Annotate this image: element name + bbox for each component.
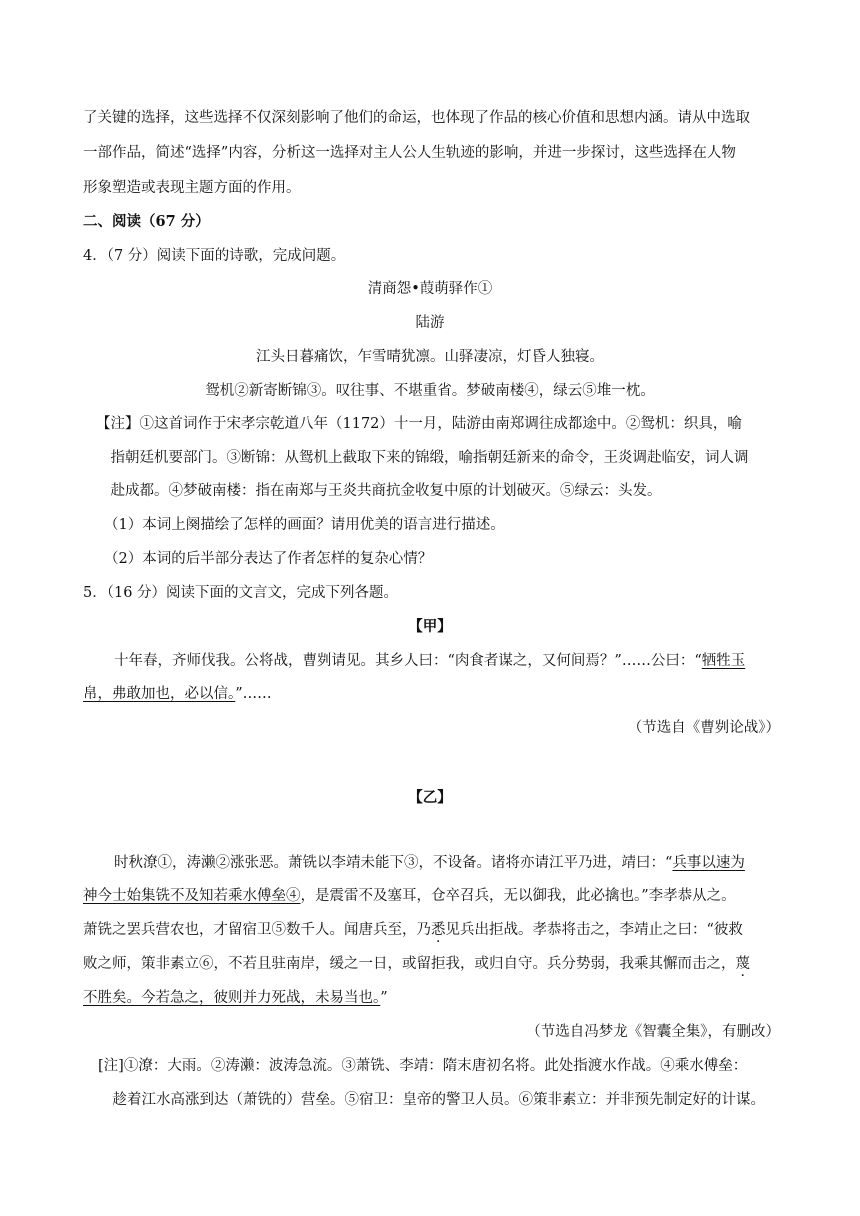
jia-line-1: 十年春，齐师伐我。公将战，曹刿请见。其乡人曰：“肉食者谋之，又何间焉？”……公曰：“牺牲玉: [114, 653, 746, 669]
poem-line-2: 鸳机②新寄断锦③。叹往事、不堪重省。梦破南楼④，绿云⑤堆一枕。: [205, 383, 655, 399]
poem-line-1: 江头日暮痛饮，乍雪晴犹凛。山驿凄凉，灯昏人独寝。: [256, 349, 604, 365]
jia-underlined-sentence-part-1: 牺牲玉: [701, 653, 746, 669]
intro-line-1: 了关键的选择，这些选择不仅深刻影响了他们的命运，也体现了作品的核心价值和思想内涵。请从中选取: [83, 110, 750, 126]
intro-line-2: 一部作品，简述“选择”内容，分析这一选择对主人公人生轨迹的影响，并进一步探讨，这些选择在人物: [83, 145, 736, 161]
jia-underlined-sentence-part-2: 帛，弗敢加也，必以信。: [83, 686, 236, 702]
passage-jia-label: 【甲】: [408, 618, 452, 635]
section-heading: 二、阅读（67 分）: [83, 213, 210, 230]
poem-author: 陆游: [415, 315, 445, 331]
yi-line-5: 不胜矣。今若急之，彼则并力死战，未易当也。”: [83, 990, 388, 1006]
yi-note-line-1: [注]①潦：大雨。②涛濑：波涛急流。③萧铣、李靖：隋末唐初名将。此处指渡水作战。④乘水傅垒：: [98, 1058, 748, 1074]
dotted-character-mie: 蔑: [735, 956, 750, 972]
yi-line-3: 萧铣之罢兵营农也，才留宿卫⑤数千人。闻唐兵至，乃悉见兵出拒战。孝恭将击之，李靖止之曰：“彼救: [83, 922, 743, 938]
yi-underlined-sentence-2: 不胜矣。今若急之，彼则并力死战，未易当也。: [83, 990, 381, 1006]
yi-source: （节选自冯梦龙《智囊全集》，有删改）: [526, 1024, 780, 1040]
q4-note-line-1: 【注】①这首词作于宋孝宗乾道八年（1172）十一月，陆游由南郑调往成都途中。②鸳机：织具，喻: [96, 416, 742, 432]
q4-subquestion-2: （2）本词的后半部分表达了作者怎样的复杂心情？: [104, 551, 433, 567]
yi-line-1: 时秋潦①，涛濑②涨张恶。萧铣以李靖未能下③，不设备。诸将亦请江平乃进，靖曰：“兵事以速为: [114, 855, 745, 871]
intro-line-3: 形象塑造或表现主题方面的作用。: [83, 180, 301, 196]
yi-underlined-sentence-part-2: 神今士始集铣不及知若乘水傅垒④: [83, 888, 301, 904]
q4-subquestion-1: （1）本词上阕描绘了怎样的画面？请用优美的语言进行描述。: [104, 517, 505, 533]
yi-underlined-sentence-part-1: 兵事以速为: [672, 855, 745, 871]
jia-source: （节选自《曹刿论战》）: [627, 720, 780, 736]
jia-line-2: 帛，弗敢加也，必以信。”……: [83, 686, 272, 702]
yi-note-line-2: 趁着江水高涨到达（萧铣的）营垒。⑤宿卫：皇帝的警卫人员。⑥策非素立：并非预先制定好的计谋。: [112, 1092, 765, 1108]
passage-yi-label: 【乙】: [408, 789, 452, 806]
poem-title: 清商怨•葭萌驿作①: [367, 281, 493, 297]
q5-prompt: 5．（16 分）阅读下面的文言文，完成下列各题。: [83, 585, 399, 601]
yi-line-4: 败之师，策非素立⑥，不若且驻南岸，缓之一日，或留拒我，或归自守。兵分势弱，我乘其懈而击之，蔑: [83, 956, 750, 972]
q4-note-line-3: 赴成都。④梦破南楼：指在南郑与王炎共商抗金收复中原的计划破灭。⑤绿云：头发。: [110, 483, 662, 499]
q4-note-line-2: 指朝廷机要部门。③断锦：从鸳机上截取下来的锦缎，喻指朝廷新来的命令，王炎调赴临安，词人调: [110, 450, 749, 466]
dotted-character-xi: 悉: [431, 922, 446, 938]
yi-line-2: 神今士始集铣不及知若乘水傅垒④，是震雷不及塞耳，仓卒召兵，无以御我，此必擒也。”李孝恭从之。: [83, 888, 736, 904]
q4-prompt: 4．（7 分）阅读下面的诗歌，完成问题。: [83, 248, 346, 264]
